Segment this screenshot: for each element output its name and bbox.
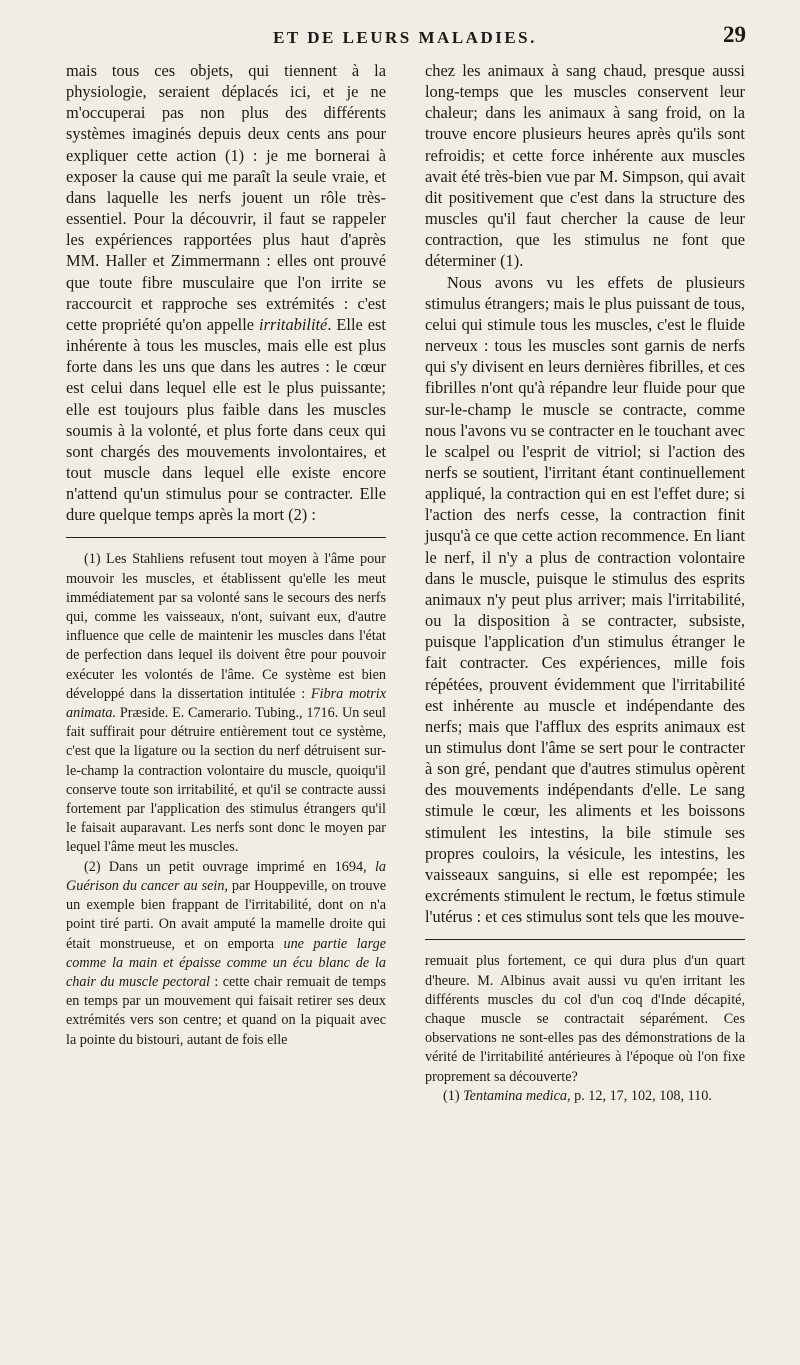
footnote-2-text-c: : cette chair remuait de temps en temps par un mouvement qui faisait retirer ses deux extrémités vers son centre; et quand on la piquait avec la pointe du bistouri, autant de fois elle: [66, 973, 386, 1048]
footnote-1: [66, 550, 386, 857]
footnote-1-title: Fibra motrix animata.: [66, 685, 386, 722]
running-title: ET DE LEURS MALADIES.: [273, 28, 537, 47]
left-main-text-a: mais tous ces objets, qui tiennent à la physiologie, seraient déplacés ici, et je ne m'occuperai pas non plus des différents systèmes imaginés depuis deux cents ans pour expliquer cette action (1) : je me bornerai à exposer la cause qui me paraît la seule vraie, et dans laquelle les nerfs jouent un rôle très-essentiel. Pour la découvrir, il faut se rappeler les expériences rapportées plus haut d'après MM. Haller et Zimmermann : elles ont prouvé que toute fibre musculaire que l'on irrite se raccourcit et rapproche ses extrémités : c'est cette propriété qu'on appelle: [66, 61, 386, 334]
right-column: [425, 60, 745, 1106]
left-main-paragraph: [66, 60, 386, 525]
running-head: [64, 22, 746, 52]
right-paragraph-1: chez les animaux à sang chaud, presque aussi long-temps que les muscles conservent leur chaleur; dans les animaux à sang froid, on la trouve encore plusieurs heures après qu'ils sont refroidis; et cette force inhérente aux muscles avait été très-bien vue par M. Simpson, qui avait dit positivement que c'est dans la structure des muscles qu'il faut chercher la cause de leur contraction, que les stimulus ne font que déterminer (1).: [425, 61, 745, 271]
footnote-3-title: Tentamina medica,: [463, 1087, 571, 1104]
left-main-text-b: . Elle est inhérente à tous les muscles, mais elle est plus forte dans les uns que dans les autres : le cœur est celui dans lequel elle est le plus puissante; elle est toujours plus faible dans les muscles soumis à la volonté, et plus forte dans ceux qui sont chargés des mouvements involontaires, et tout muscle dans lequel elle existe encore n'attend qu'un stimulus pour se contracter. Elle dure quelque temps après la mort (2) :: [66, 314, 386, 525]
footnote-2-italic: une partie large comme la main et épaisse comme un écu blanc de la chair du muscle pectoral: [66, 935, 387, 990]
footnote-rule: [66, 537, 386, 538]
footnote-2-text-a: (2) Dans un petit ouvrage imprimé en 1694,: [84, 858, 375, 875]
right-paragraph-2: Nous avons vu les effets de plusieurs stimulus étrangers; mais le plus puissant de tous, celui qui stimule tous les muscles, c'est le fluide nerveux : tous les muscles sont garnis de nerfs qui s'y divisent en leurs dernières fibrilles, et ces fibrilles n'ont qu'à répandre leur fluide pour que sur-le-champ le muscle se contracte, comme nous l'avons vu se contracter en le touchant avec le scalpel ou l'esprit de vitriol; si l'action des nerfs se soutient, l'irritant étant continuellement appliqué, la contraction qui en est l'effet dure; si l'action des nerfs cesse, la contraction finit jusqu'à ce que cette action recommence. En liant le nerf, il n'y a plus de contraction volontaire dans le muscle, puisque le stimulus des esprits animaux n'y peut plus arriver; mais l'irritabilité, ou la disposition à se contracter, subsiste, puisque l'application d'un stimulus étranger le fait contracter. Ces expériences, mille fois répétées, prouvent évidemment que l'irritabilité est inhérente au muscle et indépendante des nerfs; mais que l'afflux des esprits animaux est un stimulus dont l'âme se sert pour le contracter à son gré, pendant que d'autres stimulus opèrent des mouvements indépendants d'elle. Le sang stimule le cœur, les aliments et les boissons stimulent les intestins, la bile stimule ses propres couloirs, la vésicule, les intestins, les vaisseaux sanguins, si elle est repompée; les excréments stimulent le rectum, le fœtus stimule l'utérus : et ces stimulus sont tels que les mouve-: [425, 272, 745, 927]
footnote-3-text-b: p. 12, 17, 102, 108, 110.: [570, 1087, 712, 1104]
footnote-3: [425, 1087, 745, 1106]
footnote-3-text-a: (1): [443, 1087, 464, 1104]
left-column: [66, 60, 386, 1050]
right-footnotes: [425, 952, 745, 1106]
footnote-1-text-a: (1) Les Stahliens refusent tout moyen à l'âme pour mouvoir les muscles, et établissent qu'elle les meut immédiatement par sa volonté sans le secours des nerfs qui, comme les vaisseaux, n'ont, suivant eux, d'autre influence que celle de maintenir les muscles dans l'état de perfection dans lequel ils doivent être pour pouvoir exécuter les volontés de l'âme. Ce système est bien développé dans la dissertation intitulée :: [66, 551, 386, 702]
footnote-rule: [425, 939, 745, 940]
term-irritabilite: irritabilité: [259, 314, 328, 334]
page-number: 29: [723, 22, 746, 47]
footnote-2-title: la Guérison du cancer au sein,: [66, 858, 386, 894]
footnote-1-text-b: Præside. E. Camerario. Tubing., 1716. Un seul fait suffirait pour détruire entièrement tout ce système, c'est que la ligature ou la section du nerf détruisent sur-le-champ la contraction volontaire du muscle, quoiqu'il conserve toute son irritabilité, et qu'il se contracte aussi fortement par l'application des stimulus étrangers qu'il le faisait auparavant. Les nerfs sont donc le moyen par lequel l'âme meut les muscles.: [66, 705, 386, 856]
footnote-continuation: remuait plus fortement, ce qui dura plus d'un quart d'heure. M. Albinus avait aussi vu qu'en irritant les différents muscles du col d'un coq d'Inde décapité, chaque muscle se contractait séparément. Ces observations ne sont-elles pas des démonstrations de la vérité de l'irritabilité antérieures à l'époque où l'on fixe proprement sa découverte?: [425, 953, 745, 1085]
footnote-2: [66, 858, 386, 1050]
left-footnotes: [66, 550, 386, 1049]
footnote-2-text-b: par Houppeville, on trouve un exemple bien frappant de l'irritabilité, dont on n'a point tiré parti. On avait amputé la mamelle droite qui était monstrueuse, et on emporta: [66, 877, 387, 952]
